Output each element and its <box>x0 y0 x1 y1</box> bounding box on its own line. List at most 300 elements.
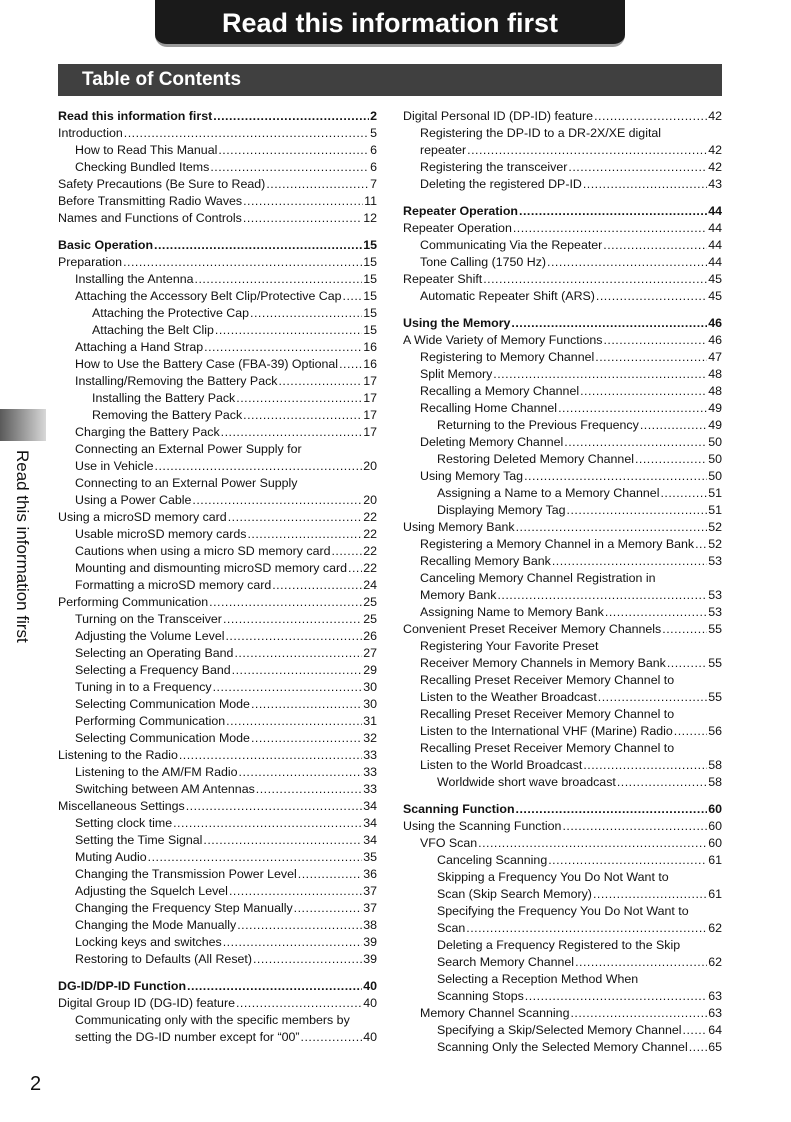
toc-entry-title: DG-ID/DP-ID Function <box>58 979 187 993</box>
dot-leader <box>603 332 707 349</box>
toc-entry-title: Setting the Time Signal <box>75 833 203 847</box>
toc-entry-page: 26 <box>363 629 377 643</box>
toc-entry-page: 55 <box>708 656 722 670</box>
toc-entry-title: Scanning Only the Selected Memory Channel <box>437 1040 688 1054</box>
toc-entry[interactable] <box>58 142 377 159</box>
toc-entry-page: 61 <box>708 853 722 867</box>
toc-entry-title: Restoring Deleted Memory Channel <box>437 452 634 466</box>
toc-entry[interactable] <box>58 509 377 526</box>
page-number: 2 <box>30 1073 42 1095</box>
toc-entry[interactable] <box>403 1039 722 1056</box>
dot-leader <box>548 852 707 869</box>
toc-entry[interactable] <box>58 628 377 645</box>
toc-entry-title: Using the Memory <box>403 316 511 330</box>
dot-leader <box>298 866 362 883</box>
toc-entry-title: Recalling a Memory Channel <box>420 384 580 398</box>
dot-leader <box>674 723 707 740</box>
toc-entry[interactable] <box>58 305 377 322</box>
toc-entry[interactable] <box>58 210 377 227</box>
dot-leader <box>179 747 362 764</box>
toc-entry-title: Listen to the Weather Broadcast <box>420 690 597 704</box>
toc-entry-title: Selecting Communication Mode <box>75 697 250 711</box>
toc-entry[interactable] <box>403 366 722 383</box>
toc-entry[interactable] <box>403 400 722 417</box>
toc-entry[interactable] <box>403 288 722 305</box>
toc-entry[interactable] <box>58 747 377 764</box>
dot-leader <box>223 934 363 951</box>
toc-entry-page: 49 <box>708 401 722 415</box>
dot-leader <box>660 485 707 502</box>
toc-entry-page: 50 <box>708 452 722 466</box>
toc-entry-page: 53 <box>708 554 722 568</box>
toc-entry-title: Miscellaneous Settings <box>58 799 185 813</box>
toc-entry-page: 15 <box>363 289 377 303</box>
toc-entry-title: Specifying a Skip/Selected Memory Channel <box>437 1023 682 1037</box>
toc-entry-page: 55 <box>708 622 722 636</box>
toc-entry-page: 53 <box>708 588 722 602</box>
dot-leader <box>547 254 707 271</box>
toc-entry-page: 25 <box>363 595 377 609</box>
toc-entry[interactable] <box>403 1005 722 1022</box>
toc-entry[interactable] <box>403 723 722 740</box>
toc-entry-page: 38 <box>363 918 377 932</box>
toc-entry[interactable] <box>58 900 377 917</box>
dot-leader <box>564 434 707 451</box>
toc-entry-title: Repeater Shift <box>403 272 483 286</box>
dot-leader <box>209 594 362 611</box>
toc-entry-page: 31 <box>363 714 377 728</box>
toc-entry-page: 5 <box>370 126 377 140</box>
toc-entry[interactable] <box>58 492 377 509</box>
toc-entry[interactable] <box>403 108 722 125</box>
toc-entry-title: Skipping a Frequency You Do Not Want to <box>437 870 669 884</box>
toc-entry-page: 48 <box>708 367 722 381</box>
toc-entry[interactable] <box>403 536 722 553</box>
toc-entry-page: 25 <box>363 612 377 626</box>
toc-entry-title: setting the DG-ID number except for “00” <box>75 1030 300 1044</box>
toc-entry-page: 15 <box>363 255 377 269</box>
toc-entry-page: 34 <box>363 799 377 813</box>
toc-entry[interactable] <box>403 774 722 791</box>
toc-entry-title: Scanning Stops <box>437 989 524 1003</box>
toc-entry[interactable] <box>58 679 377 696</box>
toc-entry[interactable] <box>58 917 377 934</box>
toc-entry-page: 2 <box>370 109 377 123</box>
dot-leader <box>635 451 707 468</box>
toc-entry[interactable] <box>58 373 377 390</box>
toc-entry-title: Adjusting the Squelch Level <box>75 884 228 898</box>
banner-title: Read this information first <box>155 0 625 47</box>
dot-leader <box>640 417 707 434</box>
toc-entry[interactable] <box>58 390 377 407</box>
dot-leader <box>203 832 362 849</box>
toc-entry[interactable] <box>403 176 722 193</box>
toc-entry-page: 44 <box>708 238 722 252</box>
toc-entry[interactable] <box>403 332 722 349</box>
dot-leader <box>234 645 362 662</box>
toc-entry-title: Mounting and dismounting microSD memory card <box>75 561 348 575</box>
toc-entry-title: Installing/Removing the Battery Pack <box>75 374 278 388</box>
toc-entry-page: 37 <box>363 901 377 915</box>
toc-entry[interactable] <box>403 553 722 570</box>
toc-entry-page: 7 <box>370 177 377 191</box>
dot-leader <box>239 764 363 781</box>
toc-entry-title: Muting Audio <box>75 850 147 864</box>
dot-leader <box>552 553 707 570</box>
toc-entry-page: 35 <box>363 850 377 864</box>
toc-title: Table of Contents <box>58 64 722 96</box>
toc-entry[interactable] <box>403 434 722 451</box>
dot-leader <box>516 519 708 536</box>
toc-entry[interactable] <box>58 995 377 1012</box>
toc-entry[interactable] <box>58 424 377 441</box>
toc-entry-title: Listen to the International VHF (Marine) Radio <box>420 724 673 738</box>
dot-leader <box>511 315 707 332</box>
dot-leader <box>213 679 363 696</box>
dot-leader <box>173 815 362 832</box>
dot-leader <box>593 886 707 903</box>
toc-entry[interactable] <box>58 193 377 210</box>
dot-leader <box>596 288 707 305</box>
toc-entry[interactable] <box>58 713 377 730</box>
toc-entry-page: 42 <box>708 143 722 157</box>
toc-section-heading[interactable] <box>58 237 377 254</box>
toc-entry-title: Scanning Function <box>403 802 515 816</box>
toc-entry[interactable] <box>58 407 377 424</box>
toc-entry[interactable] <box>58 543 377 560</box>
toc-entry[interactable] <box>403 1022 722 1039</box>
toc-entry-title: Attaching a Hand Strap <box>75 340 204 354</box>
toc-entry[interactable] <box>58 526 377 543</box>
toc-entry[interactable] <box>58 798 377 815</box>
dot-leader <box>213 108 369 125</box>
dot-leader <box>497 587 707 604</box>
toc-entry[interactable] <box>58 594 377 611</box>
dot-leader <box>478 835 707 852</box>
toc-entry[interactable] <box>403 604 722 621</box>
toc-entry-title: How to Use the Battery Case (FBA-39) Optional <box>75 357 339 371</box>
dot-leader <box>580 383 707 400</box>
toc-entry[interactable] <box>58 934 377 951</box>
toc-entry[interactable] <box>403 740 722 757</box>
dot-leader <box>243 407 362 424</box>
section-gap <box>58 227 377 237</box>
toc-entry-title: Automatic Repeater Shift (ARS) <box>420 289 595 303</box>
toc-entry[interactable] <box>403 621 722 638</box>
toc-entry[interactable] <box>403 852 722 869</box>
toc-entry-page: 62 <box>708 921 722 935</box>
toc-entry[interactable] <box>58 662 377 679</box>
toc-entry-title: Selecting a Frequency Band <box>75 663 231 677</box>
toc-entry[interactable] <box>58 271 377 288</box>
toc-entry-page: 6 <box>370 160 377 174</box>
toc-entry[interactable] <box>58 815 377 832</box>
dot-leader <box>232 662 363 679</box>
toc-entry[interactable] <box>403 689 722 706</box>
toc-entry-page: 15 <box>363 323 377 337</box>
toc-entry-title: Selecting a Reception Method When <box>437 972 639 986</box>
toc-entry-title: Recalling Memory Bank <box>420 554 551 568</box>
toc-entry-page: 30 <box>363 697 377 711</box>
toc-entry-page: 15 <box>363 306 377 320</box>
toc-entry-title: Cautions when using a micro SD memory card <box>75 544 331 558</box>
toc-entry[interactable] <box>403 638 722 655</box>
dot-leader <box>247 526 362 543</box>
toc-entry-title: Convenient Preset Receiver Memory Channels <box>403 622 662 636</box>
toc-entry-page: 33 <box>363 782 377 796</box>
dot-leader <box>558 400 707 417</box>
dot-leader <box>567 502 708 519</box>
toc-entry-title: Restoring to Defaults (All Reset) <box>75 952 252 966</box>
toc-entry[interactable] <box>58 696 377 713</box>
toc-entry[interactable] <box>58 849 377 866</box>
toc-entry[interactable] <box>58 1029 377 1046</box>
toc-entry[interactable] <box>403 383 722 400</box>
toc-entry[interactable] <box>58 176 377 193</box>
toc-entry[interactable] <box>403 672 722 689</box>
toc-entry-page: 36 <box>363 867 377 881</box>
toc-entry-title: Assigning Name to Memory Bank <box>420 605 604 619</box>
toc-entry-page: 51 <box>708 503 722 517</box>
toc-entry-title: Receiver Memory Channels in Memory Bank <box>420 656 666 670</box>
toc-entry-title: Changing the Frequency Step Manually <box>75 901 293 915</box>
toc-entry[interactable] <box>58 560 377 577</box>
toc-entry-title: Communicating only with the specific members by <box>75 1013 350 1027</box>
toc-entry[interactable] <box>58 441 377 458</box>
toc-entry-title: Installing the Battery Pack <box>92 391 236 405</box>
toc-entry[interactable] <box>403 655 722 672</box>
toc-entry-title: Recalling Home Channel <box>420 401 558 415</box>
toc-entry-title: Using a Power Cable <box>75 493 192 507</box>
toc-entry[interactable] <box>403 451 722 468</box>
toc-entry-page: 42 <box>708 109 722 123</box>
toc-entry[interactable] <box>58 866 377 883</box>
toc-entry-title: Safety Precautions (Be Sure to Read) <box>58 177 266 191</box>
toc-entry-page: 50 <box>708 469 722 483</box>
toc-entry-title: Recalling Preset Receiver Memory Channel to <box>420 741 675 755</box>
toc-entry[interactable] <box>403 570 722 587</box>
dot-leader <box>253 951 362 968</box>
toc-entry-title: repeater <box>420 143 467 157</box>
toc-entry-page: 45 <box>708 272 722 286</box>
toc-entry-title: Digital Group ID (DG-ID) feature <box>58 996 235 1010</box>
toc-entry-page: 16 <box>363 357 377 371</box>
dot-leader <box>594 108 707 125</box>
toc-entry-title: Selecting an Operating Band <box>75 646 234 660</box>
toc-entry[interactable] <box>58 475 377 492</box>
dot-leader <box>256 781 362 798</box>
toc-entry-title: Using the Scanning Function <box>403 819 562 833</box>
dot-leader <box>598 689 707 706</box>
toc-entry[interactable] <box>403 757 722 774</box>
toc-entry[interactable] <box>58 458 377 475</box>
toc-entry-page: 40 <box>363 979 377 993</box>
toc-entry[interactable] <box>58 254 377 271</box>
toc-entry[interactable] <box>403 237 722 254</box>
dot-leader <box>251 730 362 747</box>
toc-entry-page: 56 <box>708 724 722 738</box>
toc-entry[interactable] <box>58 951 377 968</box>
toc-entry-page: 20 <box>363 459 377 473</box>
toc-entry-title: Registering the DP-ID to a DR-2X/XE digital <box>420 126 662 140</box>
toc-entry[interactable] <box>403 254 722 271</box>
toc-entry-title: Registering a Memory Channel in a Memory Bank <box>420 537 695 551</box>
toc-entry[interactable] <box>58 781 377 798</box>
toc-entry-page: 15 <box>363 238 377 252</box>
dot-leader <box>215 322 362 339</box>
toc-entry[interactable] <box>58 883 377 900</box>
toc-entry-page: 52 <box>708 537 722 551</box>
dot-leader <box>148 849 363 866</box>
toc-entry-page: 60 <box>708 819 722 833</box>
dot-leader <box>123 254 362 271</box>
toc-entry-page: 17 <box>363 374 377 388</box>
toc-entry-page: 42 <box>708 160 722 174</box>
toc-entry[interactable] <box>403 468 722 485</box>
toc-entry[interactable] <box>403 159 722 176</box>
toc-section-heading[interactable] <box>403 801 722 818</box>
toc-entry[interactable] <box>58 764 377 781</box>
dot-leader <box>331 543 362 560</box>
toc-section-heading[interactable] <box>58 108 377 125</box>
toc-entry[interactable] <box>58 1012 377 1029</box>
toc-entry-title: Displaying Memory Tag <box>437 503 566 517</box>
toc-entry[interactable] <box>403 502 722 519</box>
toc-entry[interactable] <box>403 349 722 366</box>
toc-entry-title: Registering the transceiver <box>420 160 568 174</box>
toc-entry-page: 17 <box>363 408 377 422</box>
toc-entry[interactable] <box>58 645 377 662</box>
toc-entry-title: Communicating Via the Repeater <box>420 238 603 252</box>
toc-entry-title: Installing the Antenna <box>75 272 194 286</box>
toc-entry[interactable] <box>403 519 722 536</box>
toc-entry[interactable] <box>58 611 377 628</box>
toc-entry-title: Removing the Battery Pack <box>92 408 243 422</box>
toc-entry[interactable] <box>403 835 722 852</box>
toc-entry[interactable] <box>403 417 722 434</box>
toc-entry-page: 62 <box>708 955 722 969</box>
toc-entry-title: Read this information first <box>58 109 213 123</box>
toc-entry[interactable] <box>403 818 722 835</box>
toc-entry-title: Digital Personal ID (DP-ID) feature <box>403 109 594 123</box>
dot-leader <box>339 356 362 373</box>
toc-entry-title: Deleting Memory Channel <box>420 435 564 449</box>
dot-leader <box>236 390 362 407</box>
toc-entry[interactable] <box>58 730 377 747</box>
dot-leader <box>562 818 707 835</box>
toc-entry-title: Recalling Preset Receiver Memory Channel to <box>420 707 675 721</box>
toc-entry[interactable] <box>58 356 377 373</box>
toc-section-heading[interactable] <box>403 315 722 332</box>
toc-entry[interactable] <box>403 988 722 1005</box>
toc-entry[interactable] <box>403 954 722 971</box>
toc-entry[interactable] <box>58 832 377 849</box>
toc-entry-title: Turning on the Transceiver <box>75 612 222 626</box>
toc-entry-page: 60 <box>708 836 722 850</box>
dot-leader <box>155 458 363 475</box>
toc-entry-page: 22 <box>363 510 377 524</box>
dot-leader <box>467 142 707 159</box>
toc-entry-page: 22 <box>363 527 377 541</box>
toc-entry[interactable] <box>403 903 722 920</box>
toc-entry[interactable] <box>403 706 722 723</box>
dot-leader <box>575 954 707 971</box>
toc-section-heading[interactable] <box>58 978 377 995</box>
toc-entry[interactable] <box>58 159 377 176</box>
toc-entry-title: Selecting Communication Mode <box>75 731 250 745</box>
toc-entry[interactable] <box>58 322 377 339</box>
toc-entry[interactable] <box>58 577 377 594</box>
dot-leader <box>466 920 707 937</box>
toc-entry-page: 53 <box>708 605 722 619</box>
toc-entry[interactable] <box>403 587 722 604</box>
section-tab-marker <box>0 409 46 441</box>
dot-leader <box>570 1005 707 1022</box>
toc-entry[interactable] <box>403 920 722 937</box>
dot-leader <box>266 176 369 193</box>
toc-entry[interactable] <box>403 937 722 954</box>
dot-leader <box>689 1039 707 1056</box>
toc-entry[interactable] <box>403 886 722 903</box>
dot-leader <box>154 237 362 254</box>
toc-entry-page: 58 <box>708 758 722 772</box>
toc-entry-title: Performing Communication <box>58 595 209 609</box>
dot-leader <box>519 203 707 220</box>
toc-entry-title: Formatting a microSD memory card <box>75 578 272 592</box>
toc-entry[interactable] <box>58 288 377 305</box>
dot-leader <box>228 509 363 526</box>
toc-entry-page: 12 <box>363 211 377 225</box>
toc-entry-page: 40 <box>363 996 377 1010</box>
toc-entry-title: Listen to the World Broadcast <box>420 758 583 772</box>
toc-entry-page: 51 <box>708 486 722 500</box>
toc-entry-title: Connecting to an External Power Supply <box>75 476 298 490</box>
dot-leader <box>250 305 362 322</box>
toc-entry-page: 24 <box>363 578 377 592</box>
dot-leader <box>667 655 707 672</box>
toc-entry[interactable] <box>403 220 722 237</box>
toc-entry-title: Changing the Transmission Power Level <box>75 867 297 881</box>
toc-entry[interactable] <box>403 485 722 502</box>
toc-entry[interactable] <box>58 125 377 142</box>
toc-entry-page: 15 <box>363 272 377 286</box>
dot-leader <box>568 159 707 176</box>
toc-entry[interactable] <box>58 339 377 356</box>
toc-entry-title: A Wide Variety of Memory Functions <box>403 333 603 347</box>
toc-entry-title: Recalling Preset Receiver Memory Channel to <box>420 673 675 687</box>
toc-entry[interactable] <box>403 971 722 988</box>
toc-section-heading[interactable] <box>403 203 722 220</box>
dot-leader <box>243 210 362 227</box>
dot-leader <box>483 271 707 288</box>
dot-leader <box>226 713 362 730</box>
dot-leader <box>493 366 707 383</box>
toc-entry-title: Attaching the Belt Clip <box>92 323 214 337</box>
toc-entry-title: Checking Bundled Items <box>75 160 210 174</box>
toc-entry-page: 46 <box>708 316 722 330</box>
toc-entry[interactable] <box>403 869 722 886</box>
dot-leader <box>251 696 362 713</box>
dot-leader <box>301 1029 363 1046</box>
dot-leader <box>243 193 363 210</box>
toc-entry-title: Preparation <box>58 255 123 269</box>
toc-entry-title: Listening to the AM/FM Radio <box>75 765 238 779</box>
toc-entry-title: Charging the Battery Pack <box>75 425 220 439</box>
toc-entry-page: 29 <box>363 663 377 677</box>
toc-entry[interactable] <box>403 125 722 142</box>
toc-entry[interactable] <box>403 271 722 288</box>
toc-entry[interactable] <box>403 142 722 159</box>
